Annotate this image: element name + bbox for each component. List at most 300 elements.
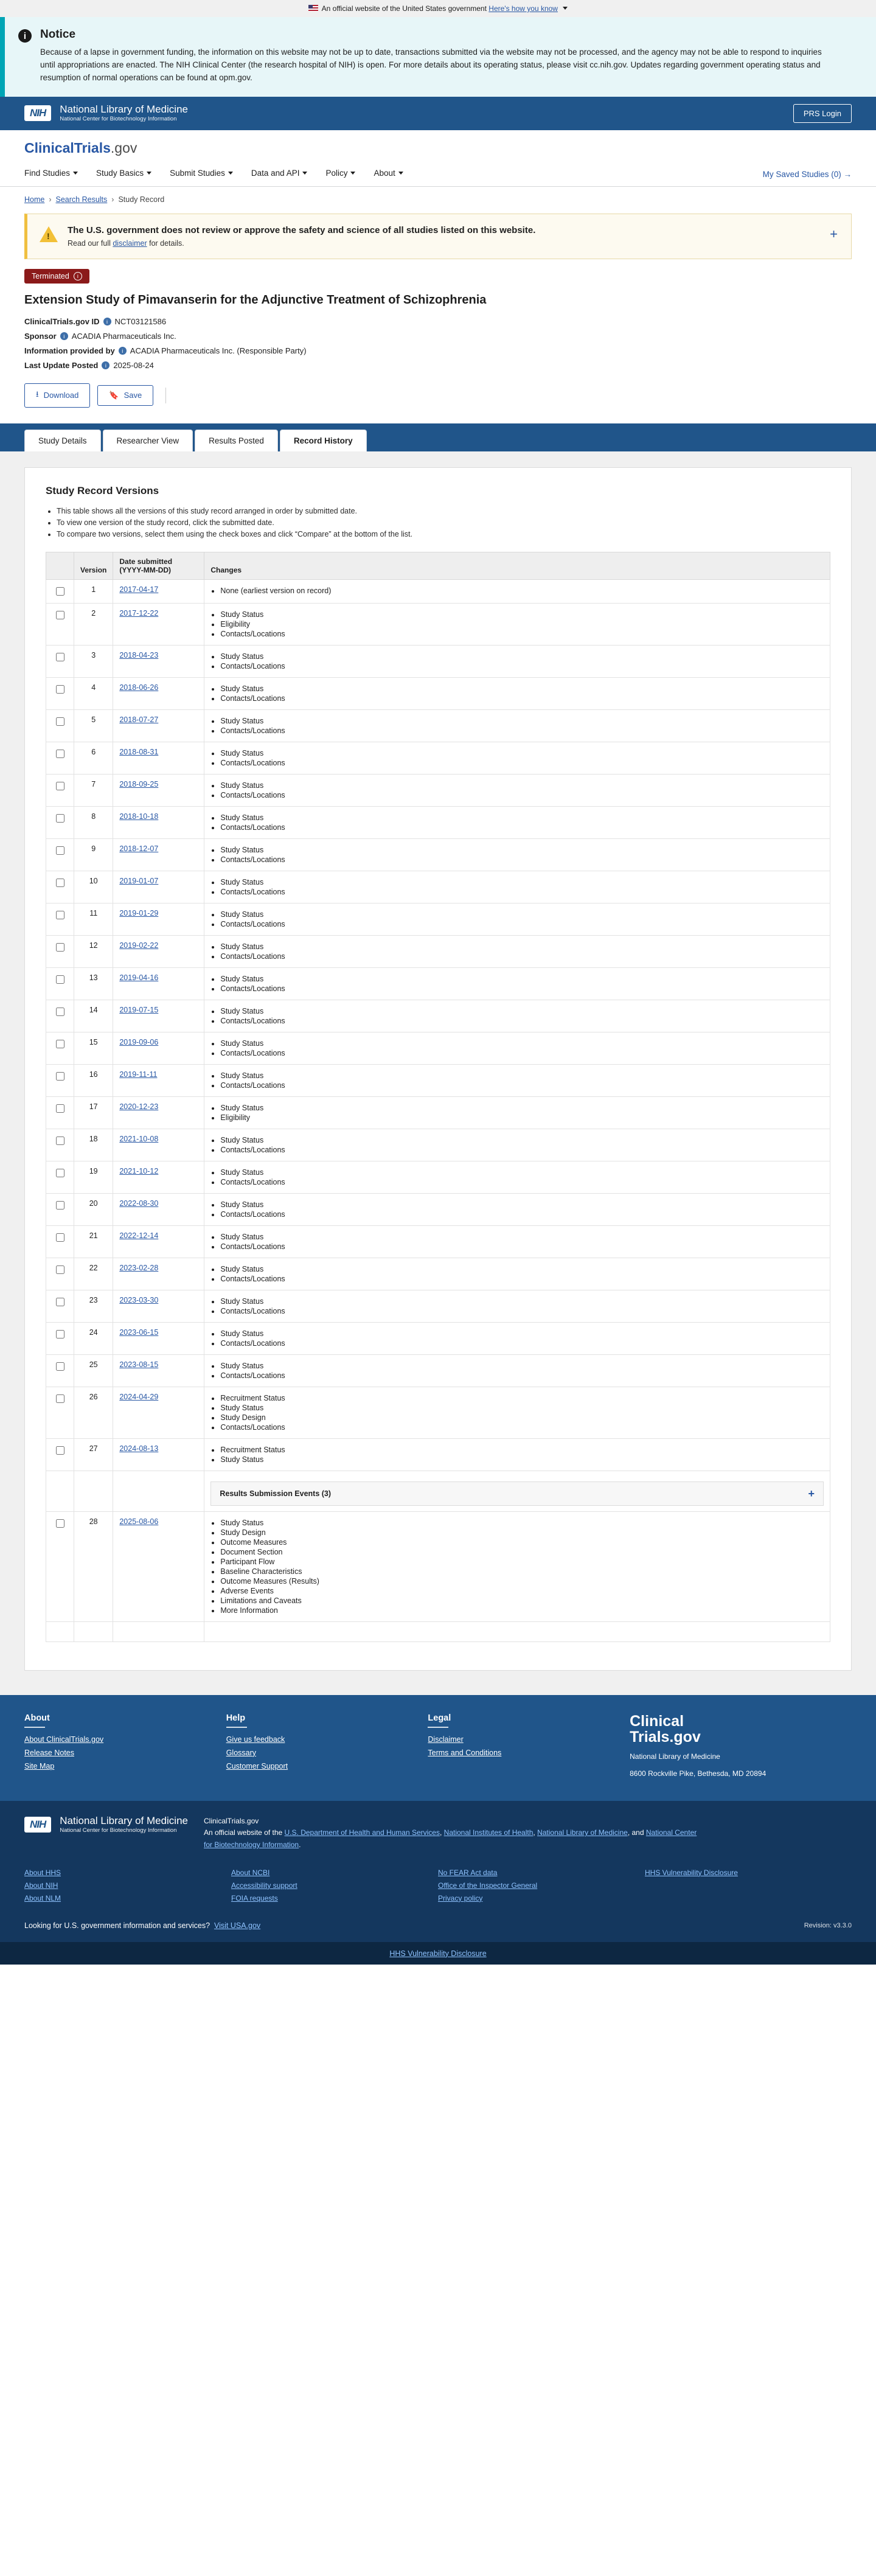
date-submitted-cell <box>113 603 204 645</box>
version-date-link[interactable]: 2019-07-15 <box>119 1005 159 1014</box>
meta-label: Sponsor <box>24 331 57 341</box>
change-item: • Outcome Measures <box>220 1538 824 1547</box>
footer-nlm-column-1 <box>24 1864 231 1907</box>
change-item: • Limitations and Caveats <box>220 1596 824 1605</box>
changes-cell <box>204 742 830 774</box>
change-item: • Study Status <box>220 684 824 693</box>
divider <box>428 1727 448 1728</box>
change-item: • Study Status <box>220 1297 824 1306</box>
footer-link-foia-requests[interactable]: FOIA requests <box>231 1893 278 1902</box>
change-item: • Study Status <box>220 942 824 951</box>
change-item: • More Information <box>220 1606 824 1615</box>
tab-record-history[interactable]: Record History <box>280 430 367 451</box>
change-item: • Contacts/Locations <box>220 694 824 703</box>
version-checkbox[interactable] <box>56 1169 64 1177</box>
date-submitted-cell <box>113 1387 204 1438</box>
version-checkbox[interactable] <box>56 750 64 758</box>
results-submission-events-toggle[interactable] <box>210 1481 824 1506</box>
table-row <box>46 1322 830 1354</box>
download-icon: ⭳ <box>36 389 39 399</box>
change-item: • Contacts/Locations <box>220 1081 824 1090</box>
version-checkbox[interactable] <box>56 1362 64 1371</box>
footer-link-about-clinicaltrials[interactable]: About ClinicalTrials.gov <box>24 1735 104 1744</box>
version-date-link[interactable]: 2019-09-06 <box>119 1037 159 1046</box>
tab-results-posted[interactable]: Results Posted <box>195 430 278 451</box>
version-date-link[interactable]: 2023-06-15 <box>119 1328 159 1337</box>
version-date-link[interactable]: 2018-04-23 <box>119 650 159 660</box>
footer-link-about-ncbi[interactable]: About NCBI <box>231 1868 270 1877</box>
change-item: • Study Status <box>220 1362 824 1370</box>
meta-row-last-update-posted <box>24 361 852 370</box>
footer-link-give-us-feedback[interactable]: Give us feedback <box>226 1735 285 1744</box>
change-item: • Contacts/Locations <box>220 1339 824 1348</box>
footer-link-release-notes[interactable]: Release Notes <box>24 1748 74 1757</box>
version-number: 1 <box>74 579 113 603</box>
table-row <box>46 774 830 806</box>
version-date-link[interactable]: 2023-08-15 <box>119 1360 159 1369</box>
change-item: • Contacts/Locations <box>220 1242 824 1251</box>
row-checkbox-cell <box>46 903 74 935</box>
footer-link-site-map[interactable]: Site Map <box>24 1761 55 1770</box>
version-date-link[interactable]: 2019-01-07 <box>119 876 159 885</box>
nav-item-policy[interactable]: Policy <box>325 162 355 186</box>
version-date-link[interactable]: 2017-12-22 <box>119 608 159 618</box>
version-date-link[interactable]: 2018-08-31 <box>119 747 159 756</box>
disclaimer-text-after: for details. <box>147 238 184 248</box>
footer-nlm-column-4 <box>645 1864 852 1907</box>
version-checkbox[interactable] <box>56 943 64 952</box>
version-number: 9 <box>74 838 113 871</box>
table-row <box>46 1161 830 1193</box>
version-number: 6 <box>74 742 113 774</box>
version-checkbox[interactable] <box>56 1298 64 1306</box>
changes-cell <box>204 645 830 677</box>
changes-cell <box>204 806 830 838</box>
version-checkbox[interactable] <box>56 1446 64 1455</box>
main-navigation <box>0 162 876 187</box>
row-checkbox-cell <box>46 806 74 838</box>
table-row <box>46 603 830 645</box>
revision-label: Revision: v3.3.0 <box>804 1921 852 1929</box>
changes-cell <box>204 1161 830 1193</box>
version-checkbox[interactable] <box>56 1330 64 1338</box>
change-item: • Baseline Characteristics <box>220 1567 824 1576</box>
spacer-cell <box>46 1471 74 1511</box>
table-row <box>46 1258 830 1290</box>
version-number: 4 <box>74 677 113 709</box>
version-date-link[interactable]: 2018-09-25 <box>119 779 159 788</box>
row-checkbox-cell <box>46 1322 74 1354</box>
version-number: 22 <box>74 1258 113 1290</box>
version-checkbox[interactable] <box>56 846 64 855</box>
my-saved-studies-link[interactable]: My Saved Studies (0) → <box>762 169 852 179</box>
version-date-link[interactable]: 2022-08-30 <box>119 1199 159 1208</box>
version-checkbox[interactable] <box>56 717 64 726</box>
date-submitted-cell <box>113 935 204 967</box>
nav-item-about[interactable]: About <box>374 162 403 186</box>
version-date-link[interactable]: 2019-01-29 <box>119 908 159 917</box>
chevron-down-icon <box>302 172 307 175</box>
changes-cell <box>204 1511 830 1621</box>
date-submitted-cell <box>113 1258 204 1290</box>
disclaimer-text-before: Read our full <box>68 238 113 248</box>
footer-heading-help: Help <box>226 1713 246 1723</box>
instructions-list <box>57 507 830 538</box>
version-date-link[interactable]: 2021-10-12 <box>119 1166 159 1175</box>
version-checkbox[interactable] <box>56 1104 64 1113</box>
version-number: 26 <box>74 1387 113 1438</box>
breadcrumb: Home › Search Results › Study Record <box>24 195 165 204</box>
date-submitted-cell <box>113 709 204 742</box>
footer-link-hhs[interactable]: U.S. Department of Health and Human Services <box>284 1828 440 1837</box>
version-checkbox[interactable] <box>56 814 64 823</box>
notice-title: Notice <box>40 28 76 41</box>
version-date-link[interactable]: 2018-07-27 <box>119 715 159 724</box>
version-date-link[interactable]: 2019-04-16 <box>119 973 159 982</box>
version-checkbox[interactable] <box>56 1233 64 1242</box>
table-row <box>46 838 830 871</box>
column-header-version: Version <box>74 552 113 579</box>
change-item: • Study Status <box>220 910 824 919</box>
changes-cell <box>204 1438 830 1471</box>
change-item: • Contacts/Locations <box>220 984 824 993</box>
date-submitted-cell <box>113 1511 204 1621</box>
table-row-empty <box>46 1621 830 1641</box>
divider <box>24 1727 45 1728</box>
version-number: 19 <box>74 1161 113 1193</box>
row-checkbox-cell <box>46 1290 74 1322</box>
change-item: • Contacts/Locations <box>220 630 824 638</box>
change-item: • Study Status <box>220 749 824 757</box>
change-item: • Contacts/Locations <box>220 888 824 896</box>
nlm-title: National Library of Medicine <box>60 1815 188 1827</box>
row-checkbox-cell <box>46 1161 74 1193</box>
date-submitted-cell <box>113 1322 204 1354</box>
results-submission-events-row <box>46 1471 830 1511</box>
footer-strip-link[interactable]: HHS Vulnerability Disclosure <box>389 1949 487 1958</box>
version-number: 3 <box>74 645 113 677</box>
site-footer <box>0 1695 876 1801</box>
meta-value: 2025-08-24 <box>113 360 154 370</box>
version-date-link[interactable]: 2018-10-18 <box>119 812 159 821</box>
footer-link-about-hhs[interactable]: About HHS <box>24 1868 61 1877</box>
footer-link-about-nih[interactable]: About NIH <box>24 1881 58 1890</box>
changes-cell <box>204 1225 830 1258</box>
version-checkbox[interactable] <box>56 1201 64 1210</box>
footer-link-usa-gov[interactable]: Visit USA.gov <box>214 1921 261 1930</box>
version-date-link[interactable]: 2023-03-30 <box>119 1295 159 1304</box>
changes-cell <box>204 1354 830 1387</box>
change-item: • Contacts/Locations <box>220 1371 824 1380</box>
download-button[interactable]: ⭳ Download <box>24 383 90 408</box>
version-date-link[interactable]: 2019-02-22 <box>119 941 159 950</box>
row-checkbox-cell <box>46 603 74 645</box>
footer-link-no-fear-act-data[interactable]: No FEAR Act data <box>438 1868 498 1877</box>
changes-cell <box>204 903 830 935</box>
change-item: • Study Status <box>220 1039 824 1048</box>
nih-logo: NIH <box>24 105 51 121</box>
version-number: 2 <box>74 603 113 645</box>
table-row <box>46 1032 830 1064</box>
row-checkbox-cell <box>46 1096 74 1129</box>
footer-link-disclaimer[interactable]: Disclaimer <box>428 1735 464 1744</box>
how-you-know-link[interactable]: Here's how you know <box>488 4 558 13</box>
us-flag-icon <box>308 5 318 12</box>
meta-row-information-provided-by <box>24 346 852 355</box>
row-checkbox-cell <box>46 1193 74 1225</box>
changes-cell <box>204 838 830 871</box>
date-submitted-cell <box>113 1161 204 1193</box>
change-item: • Study Status <box>220 1168 824 1177</box>
column-header-changes: Changes <box>204 552 830 579</box>
version-checkbox[interactable] <box>56 685 64 694</box>
changes-cell <box>204 967 830 1000</box>
version-number: 10 <box>74 871 113 903</box>
version-checkbox[interactable] <box>56 1040 64 1048</box>
site-logo[interactable]: ClinicalTrials.gov <box>24 139 137 156</box>
table-row <box>46 677 830 709</box>
version-number: 15 <box>74 1032 113 1064</box>
tab-researcher-view[interactable]: Researcher View <box>103 430 193 451</box>
footer-link-ncbi[interactable]: National Center for Biotechnology Information <box>204 1828 697 1849</box>
footer-about-column <box>24 1713 226 1780</box>
prs-login-button[interactable]: PRS Login <box>793 104 852 123</box>
version-number: 11 <box>74 903 113 935</box>
change-item: • Recruitment Status <box>220 1394 824 1402</box>
version-checkbox[interactable] <box>56 1394 64 1403</box>
ncbi-subtitle: National Center for Biotechnology Information <box>60 116 177 123</box>
record-history-panel <box>0 451 876 1695</box>
table-row <box>46 1193 830 1225</box>
version-checkbox[interactable] <box>56 975 64 984</box>
date-submitted-cell <box>113 1129 204 1161</box>
version-checkbox[interactable] <box>56 1265 64 1274</box>
empty-cell <box>113 1621 204 1641</box>
nih-logo: NIH <box>24 1817 51 1833</box>
change-item: • Study Status <box>220 813 824 822</box>
info-icon[interactable]: i <box>74 272 82 280</box>
breadcrumb-home[interactable]: Home <box>24 195 45 204</box>
results-submission-events-cell <box>204 1471 830 1511</box>
version-number: 8 <box>74 806 113 838</box>
changes-cell <box>204 1000 830 1032</box>
expand-disclaimer-button[interactable]: + <box>830 226 838 242</box>
footer-link-office-inspector-general[interactable]: Office of the Inspector General <box>438 1881 538 1890</box>
changes-cell <box>204 1258 830 1290</box>
row-checkbox-cell <box>46 709 74 742</box>
change-item: • Eligibility <box>220 1113 824 1122</box>
change-item: • Contacts/Locations <box>220 1423 824 1432</box>
info-icon[interactable]: i <box>102 361 109 369</box>
empty-cell <box>74 1621 113 1641</box>
change-item: • Contacts/Locations <box>220 1017 824 1025</box>
row-checkbox-cell <box>46 1387 74 1438</box>
table-row <box>46 709 830 742</box>
footer-help-column <box>226 1713 428 1780</box>
change-item: • Contacts/Locations <box>220 1210 824 1219</box>
version-checkbox[interactable] <box>56 911 64 919</box>
version-number: 14 <box>74 1000 113 1032</box>
meta-row-nct-id <box>24 317 852 326</box>
version-date-link[interactable]: 2023-02-28 <box>119 1263 159 1272</box>
version-checkbox[interactable] <box>56 653 64 661</box>
disclaimer-link[interactable]: disclaimer <box>113 238 147 248</box>
nav-item-data-and-api[interactable]: Data and API <box>251 162 308 186</box>
nav-item-find-studies[interactable]: Find Studies <box>24 162 78 186</box>
date-submitted-cell <box>113 1354 204 1387</box>
nav-item-submit-studies[interactable]: Submit Studies <box>170 162 233 186</box>
warning-icon <box>40 226 58 242</box>
version-number: 18 <box>74 1129 113 1161</box>
row-checkbox-cell <box>46 1129 74 1161</box>
table-row <box>46 1000 830 1032</box>
version-number: 7 <box>74 774 113 806</box>
table-row <box>46 935 830 967</box>
gov-banner <box>0 0 876 17</box>
changes-cell <box>204 1064 830 1096</box>
footer-brand-org: National Library of Medicine <box>630 1752 720 1761</box>
version-date-link[interactable]: 2024-04-29 <box>119 1392 159 1401</box>
footer-link-hhs-vulnerability-disclosure[interactable]: HHS Vulnerability Disclosure <box>645 1868 738 1877</box>
breadcrumb-search-results[interactable]: Search Results <box>55 195 108 204</box>
change-item: • Study Status <box>220 1329 824 1338</box>
table-row <box>46 1438 830 1471</box>
changes-cell <box>204 1322 830 1354</box>
notice-body: Because of a lapse in government funding, the information on this website may not be up to date, transactions submitted via the website may not be processed, and the agency may not be able to respond to inquiries until appropriations are enacted. The NIH Clinical Center (the research hospital of NIH) is open. For more details about its operating status, please visit cc.nih.gov. Updates regarding government operating status and resumption of normal operations can be found at opm.gov. <box>40 47 822 82</box>
changes-cell <box>204 579 830 603</box>
government-shutdown-notice <box>0 17 876 97</box>
row-checkbox-cell <box>46 677 74 709</box>
date-submitted-cell <box>113 903 204 935</box>
chevron-down-icon <box>228 172 233 175</box>
date-submitted-cell <box>113 1193 204 1225</box>
chevron-down-icon <box>398 172 403 175</box>
change-item: • Contacts/Locations <box>220 1307 824 1315</box>
change-item: • Participant Flow <box>220 1558 824 1566</box>
disclaimer-title: The U.S. government does not review or approve the safety and science of all studies listed on this website. <box>68 225 536 235</box>
version-checkbox[interactable] <box>56 1137 64 1145</box>
footer-link-about-nlm[interactable]: About NLM <box>24 1893 61 1902</box>
footer-link-glossary[interactable]: Glossary <box>226 1748 257 1757</box>
row-checkbox-cell <box>46 1000 74 1032</box>
list-item: • To view one version of the study record, click the submitted date. <box>57 518 830 527</box>
change-item: • Study Status <box>220 1519 824 1527</box>
change-item: • Study Status <box>220 1455 824 1464</box>
version-number: 17 <box>74 1096 113 1129</box>
change-item: • Recruitment Status <box>220 1446 824 1454</box>
change-item: • Study Status <box>220 610 824 619</box>
date-submitted-cell <box>113 1438 204 1471</box>
version-date-link[interactable]: 2024-08-13 <box>119 1444 159 1453</box>
info-icon[interactable]: i <box>60 332 68 340</box>
meta-value: ACADIA Pharmaceuticals Inc. <box>71 331 176 341</box>
version-date-link[interactable]: 2018-12-07 <box>119 844 159 853</box>
change-item: • Contacts/Locations <box>220 952 824 961</box>
table-row <box>46 1064 830 1096</box>
row-checkbox-cell <box>46 1258 74 1290</box>
version-date-link[interactable]: 2018-06-26 <box>119 683 159 692</box>
row-checkbox-cell <box>46 1032 74 1064</box>
footer-link-terms-and-conditions[interactable]: Terms and Conditions <box>428 1748 502 1757</box>
date-submitted-cell <box>113 871 204 903</box>
version-date-link[interactable]: 2021-10-08 <box>119 1134 159 1143</box>
version-date-link[interactable]: 2025-08-06 <box>119 1517 159 1526</box>
changes-cell <box>204 774 830 806</box>
version-date-link[interactable]: 2017-04-17 <box>119 585 159 594</box>
spacer-cell <box>113 1471 204 1511</box>
version-checkbox[interactable] <box>56 1519 64 1528</box>
change-item: • Adverse Events <box>220 1587 824 1595</box>
meta-label: Last Update Posted <box>24 360 99 370</box>
gov-banner-text: An official website of the United States government <box>321 4 487 13</box>
results-submission-events-label: Results Submission Events (3) <box>220 1489 332 1498</box>
footer-link-nih[interactable]: National Institutes of Health <box>443 1828 534 1837</box>
table-header-row <box>46 552 830 579</box>
version-checkbox[interactable] <box>56 1072 64 1081</box>
info-icon[interactable]: i <box>119 347 127 355</box>
info-icon[interactable]: i <box>103 318 111 325</box>
footer-brand-line2: Trials.gov <box>630 1728 701 1746</box>
change-item: • Contacts/Locations <box>220 855 824 864</box>
chevron-down-icon <box>563 7 568 10</box>
table-row <box>46 579 830 603</box>
change-item: • Contacts/Locations <box>220 662 824 670</box>
nav-item-study-basics[interactable]: Study Basics <box>96 162 151 186</box>
version-checkbox[interactable] <box>56 782 64 790</box>
change-item: • Eligibility <box>220 620 824 628</box>
info-icon: i <box>18 29 32 43</box>
footer-link-accessibility-support[interactable]: Accessibility support <box>231 1881 297 1890</box>
chevron-down-icon <box>147 172 151 175</box>
meta-label: ClinicalTrials.gov ID <box>24 316 100 326</box>
row-checkbox-cell <box>46 742 74 774</box>
version-number: 28 <box>74 1511 113 1621</box>
version-number: 27 <box>74 1438 113 1471</box>
change-item: • Contacts/Locations <box>220 823 824 832</box>
version-checkbox[interactable] <box>56 1008 64 1016</box>
save-button[interactable]: 🔖 Save <box>97 385 153 406</box>
date-submitted-cell <box>113 1290 204 1322</box>
version-date-link[interactable]: 2019-11-11 <box>119 1070 158 1079</box>
expand-icon[interactable]: + <box>808 1487 815 1500</box>
table-row <box>46 967 830 1000</box>
brand-bar <box>0 130 876 162</box>
tab-study-details[interactable]: Study Details <box>24 430 101 451</box>
version-checkbox[interactable] <box>56 611 64 619</box>
footer-link-privacy-policy[interactable]: Privacy policy <box>438 1893 483 1902</box>
row-checkbox-cell <box>46 1438 74 1471</box>
tab-bar <box>0 423 876 451</box>
versions-table-body <box>46 579 830 1641</box>
changes-cell <box>204 871 830 903</box>
change-item: • Study Status <box>220 1007 824 1015</box>
date-submitted-cell <box>113 1225 204 1258</box>
table-row <box>46 1511 830 1621</box>
footer-link-nlm[interactable]: National Library of Medicine <box>537 1828 628 1837</box>
version-date-link[interactable]: 2020-12-23 <box>119 1102 159 1111</box>
chevron-down-icon <box>73 172 78 175</box>
table-row <box>46 1129 830 1161</box>
nlm-footer: NIH National Library of Medicine National Center for Biotechnology Information ClinicalTrials.gov An official website of the U.S. Department of Health and Human Services, National Institutes of Health, National Library of Medicine, and National Center for Biotechnology Information. About HHS About NIH About NLM About NCBI Accessibility support FOIA requests No FEAR Act data Office of the Inspector General Privacy policy HHS Vulnerability Disclosure Looking for U.S. government information and services? Visit USA.gov Revision: v3.3.0 <box>0 1801 876 1942</box>
change-item: • Contacts/Locations <box>220 1049 824 1057</box>
date-submitted-cell <box>113 838 204 871</box>
disclaimer-callout <box>24 214 852 259</box>
version-checkbox[interactable] <box>56 879 64 887</box>
changes-cell <box>204 1290 830 1322</box>
footer-link-customer-support[interactable]: Customer Support <box>226 1761 288 1770</box>
version-checkbox[interactable] <box>56 587 64 596</box>
version-date-link[interactable]: 2022-12-14 <box>119 1231 159 1240</box>
